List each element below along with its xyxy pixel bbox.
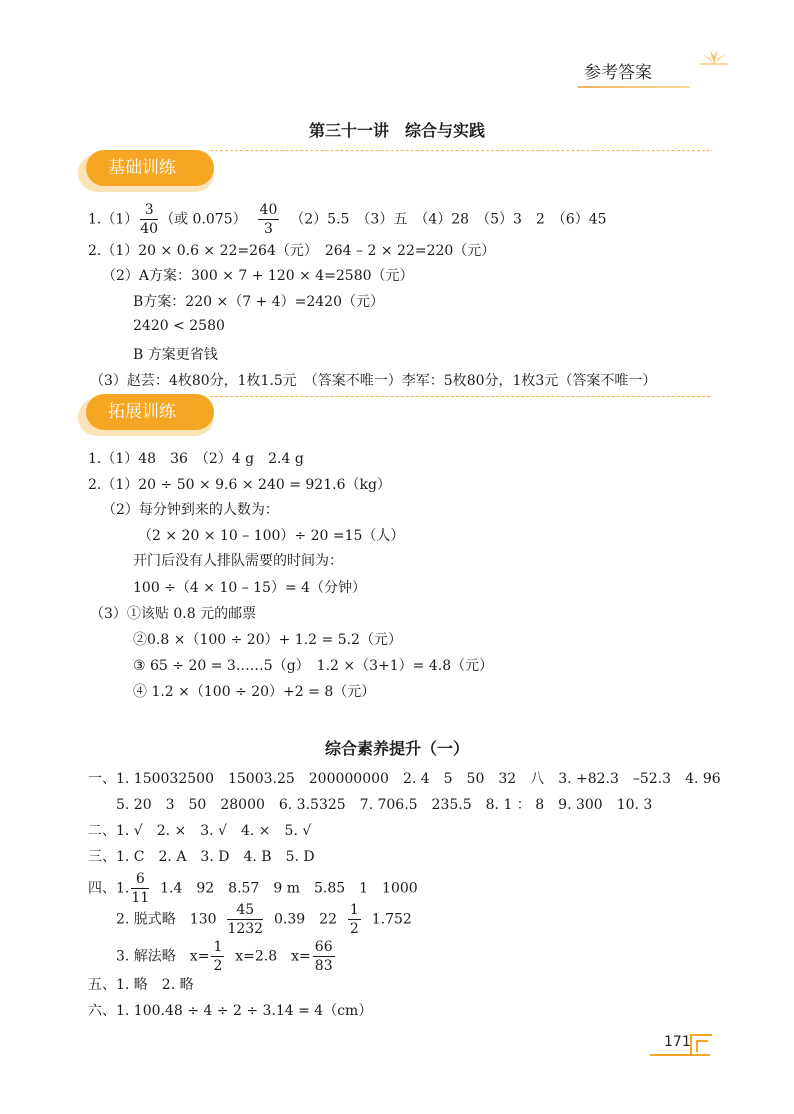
comprehensive-q4-2: 2. 脱式略 130 $\frac{45}{1232}$ 0.39 22 $\frac{1}{2}$ 1.752 [116, 902, 412, 937]
extended-answer-2: 2.（1）20 ÷ 50 × 9.6 × 240 = 921.6（kg） [88, 477, 391, 493]
extended-answer-2-3: （3）①该贴 0.8 元的邮票 [90, 606, 257, 622]
comprehensive-q2: 二、1. √ 2. × 3. √ 4. × 5. √ [88, 823, 312, 839]
comprehensive-q3: 三、1. C 2. A 3. D 4. B 5. D [88, 849, 315, 865]
extended-answer-1: 1.（1）48 36 （2）4 g 2.4 g [88, 451, 304, 467]
page-corner-inner-decoration [696, 1040, 708, 1052]
fraction: $\frac{45}{1232}$ [227, 902, 264, 937]
basic-conclusion: B 方案更省钱 [133, 347, 218, 363]
header-underline [578, 86, 690, 88]
header-section-tag: 参考答案 [584, 63, 652, 83]
extended-training-tab: 拓展训练 [86, 394, 214, 430]
extended-calc-4: ③ 65 ÷ 20 = 3……5（g） 1.2 ×（3+1）= 4.8（元） [133, 658, 494, 674]
extended-calc-2: 100 ÷（4 × 10 – 15）= 4（分钟） [133, 580, 367, 596]
basic-training-tab: 基础训练 [86, 150, 214, 186]
comprehensive-q1-cont: 5. 20 3 50 28000 6. 3.5325 7. 706.5 235.5 8. 1 ： 8 9. 300 10. 3 [116, 797, 653, 813]
fraction: $\frac{1}{2}$ [349, 902, 359, 937]
fraction: $\frac{6}{11}$ [131, 871, 150, 906]
page-number: 171 [664, 1034, 691, 1050]
lotus-decoration-icon [696, 44, 732, 66]
extended-text-1: 开门后没有人排队需要的时间为： [133, 553, 343, 569]
extended-calc-5: ④ 1.2 ×（100 ÷ 20）+2 = 8（元） [133, 684, 376, 700]
comprehensive-q4-3: 3. 解法略 x= $\frac{1}{2}$ x=2.8 x= $\frac{66}{83}$ [116, 939, 333, 974]
lecture-title: 第三十一讲 综合与实践 [308, 121, 485, 140]
comprehensive-q4-1: 四、1. $\frac{6}{11}$ 1.4 92 8.57 9 m 5.85 1 1000 [88, 871, 418, 906]
basic-answer-2-3: （3）赵芸：4枚80分，1枚1.5元 （答案不唯一）李军：5枚80分，1枚3元（答案不唯一） [90, 373, 657, 389]
extended-divider [210, 396, 710, 397]
extended-answer-2-2: （2）每分钟到来的人数为： [102, 502, 279, 518]
comprehensive-q6: 六、1. 100.48 ÷ 4 ÷ 2 ÷ 3.14 = 4（cm） [88, 1003, 373, 1019]
page-number-underline [650, 1054, 710, 1056]
fraction: $\frac{40}{3}$ [259, 202, 278, 237]
basic-answer-1: 1.（1） $\frac{3}{40}$ （或 0.075） $\frac{40}{3}$ （2）5.5 （3）五 （4）28 （5）3 2 （6）45 [88, 202, 607, 237]
fraction: $\frac{66}{83}$ [314, 939, 333, 974]
extended-calc-3: ②0.8 ×（100 ÷ 20）+ 1.2 = 5.2（元） [133, 632, 402, 648]
basic-compare: 2420 < 2580 [133, 318, 225, 334]
fraction: $\frac{1}{2}$ [213, 939, 223, 974]
comprehensive-q1: 一、1. 150032500 15003.25 200000000 2. 4 5 50 32 八 3. +82.3 –52.3 4. 96 [88, 771, 721, 787]
extended-calc-1: （2 × 20 × 10 – 100）÷ 20 =15（人） [138, 528, 405, 544]
basic-plan-b: B方案：220 ×（7 + 4）=2420（元） [133, 294, 384, 310]
comprehensive-q5: 五、1. 略 2. 略 [88, 977, 194, 993]
basic-divider [210, 150, 710, 151]
comprehensive-title: 综合素养提升（一） [324, 739, 469, 758]
basic-answer-2-2: （2）A方案：300 × 7 + 120 × 4=2580（元） [102, 268, 414, 284]
fraction: $\frac{3}{40}$ [140, 202, 159, 237]
basic-answer-2: 2.（1）20 × 0.6 × 22=264（元） 264 – 2 × 22=220（元） [88, 243, 496, 259]
